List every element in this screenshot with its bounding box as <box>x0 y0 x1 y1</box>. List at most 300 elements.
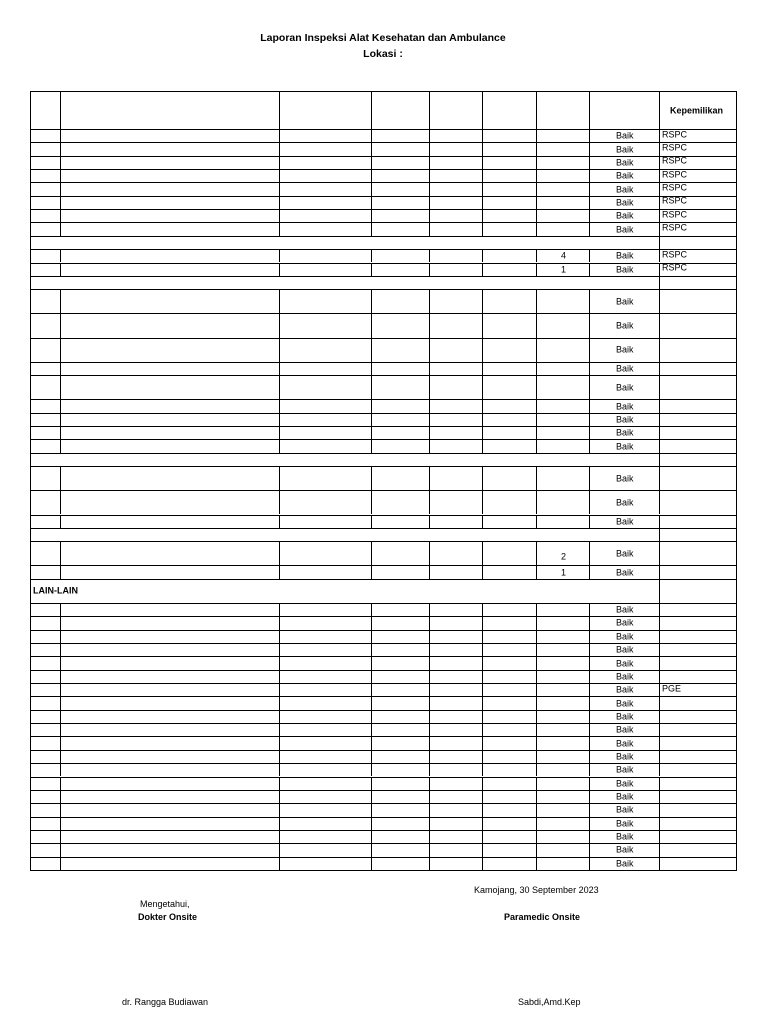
condition-value: Baik <box>616 658 634 669</box>
table-cell <box>589 439 659 452</box>
table-cell <box>536 375 589 399</box>
owner-value: RSPC <box>662 169 688 180</box>
table-cell <box>279 541 371 565</box>
table-cell <box>482 209 536 222</box>
table-cell <box>371 362 429 375</box>
table-cell <box>279 723 371 736</box>
table-cell <box>279 289 371 313</box>
table-cell <box>279 196 371 209</box>
section-owner-cell <box>659 579 737 603</box>
condition-value: Baik <box>616 473 634 484</box>
table-cell <box>659 338 737 362</box>
condition-value: Baik <box>616 401 634 412</box>
table-cell <box>279 338 371 362</box>
table-cell <box>482 490 536 514</box>
condition-value: Baik <box>616 617 634 628</box>
table-row <box>30 490 60 514</box>
doctor-name: dr. Rangga Budiawan <box>122 997 209 1007</box>
table-cell <box>482 683 536 696</box>
table-cell <box>429 439 482 452</box>
table-cell <box>536 338 589 362</box>
table-cell <box>482 439 536 452</box>
table-cell <box>482 362 536 375</box>
table-cell <box>589 169 659 182</box>
table-cell <box>371 777 429 790</box>
table-cell <box>536 209 589 222</box>
table-cell <box>371 338 429 362</box>
table-cell <box>589 515 659 528</box>
table-cell <box>589 763 659 776</box>
condition-value: Baik <box>616 184 634 195</box>
table-cell <box>482 196 536 209</box>
table-cell <box>429 857 482 871</box>
owner-value: RSPC <box>662 155 688 166</box>
table-cell <box>482 763 536 776</box>
table-cell <box>589 129 659 142</box>
table-cell <box>371 817 429 830</box>
table-cell <box>60 777 279 790</box>
table-row <box>30 426 60 439</box>
table-cell <box>482 750 536 763</box>
condition-value: Baik <box>616 604 634 615</box>
table-cell <box>60 565 279 578</box>
condition-value: Baik <box>616 210 634 221</box>
table-row <box>30 209 60 222</box>
table-row <box>30 413 60 426</box>
quantity-value: 1 <box>561 264 567 275</box>
table-cell <box>279 763 371 776</box>
condition-value: Baik <box>616 804 634 815</box>
table-row <box>30 289 60 313</box>
condition-value: Baik <box>616 441 634 452</box>
table-row <box>30 803 60 816</box>
condition-value: Baik <box>616 320 634 331</box>
table-cell <box>589 736 659 749</box>
table-cell <box>371 439 429 452</box>
table-cell <box>659 289 737 313</box>
quantity-value: 1 <box>561 567 567 578</box>
condition-value: Baik <box>616 414 634 425</box>
table-cell <box>279 156 371 169</box>
table-cell <box>589 466 659 490</box>
table-cell <box>589 209 659 222</box>
table-cell <box>60 723 279 736</box>
condition-value: Baik <box>616 738 634 749</box>
table-cell <box>536 490 589 514</box>
table-cell <box>279 129 371 142</box>
table-cell <box>429 843 482 856</box>
table-cell <box>429 750 482 763</box>
table-cell <box>371 156 429 169</box>
table-row <box>30 723 60 736</box>
table-row <box>30 790 60 803</box>
condition-value: Baik <box>616 144 634 155</box>
table-cell <box>482 249 536 262</box>
table-cell <box>279 817 371 830</box>
table-cell <box>659 541 737 565</box>
table-cell <box>60 541 279 565</box>
table-cell <box>589 683 659 696</box>
table-cell <box>482 857 536 871</box>
section-owner-cell <box>659 236 737 249</box>
table-cell <box>429 142 482 155</box>
table-cell <box>371 375 429 399</box>
table-cell <box>429 338 482 362</box>
table-cell <box>60 763 279 776</box>
table-cell <box>60 413 279 426</box>
table-cell <box>589 263 659 276</box>
table-row <box>30 249 60 262</box>
table-cell <box>279 643 371 656</box>
header-cell <box>536 91 589 129</box>
table-cell <box>60 803 279 816</box>
table-cell <box>659 763 737 776</box>
table-cell <box>279 683 371 696</box>
condition-value: Baik <box>616 764 634 775</box>
table-cell <box>429 399 482 412</box>
condition-value: Baik <box>616 427 634 438</box>
table-cell <box>429 790 482 803</box>
table-cell <box>536 817 589 830</box>
table-row <box>30 196 60 209</box>
table-cell <box>589 565 659 578</box>
table-cell <box>659 656 737 669</box>
table-cell <box>589 362 659 375</box>
table-cell <box>536 182 589 195</box>
table-cell <box>371 466 429 490</box>
condition-value: Baik <box>616 631 634 642</box>
table-cell <box>371 830 429 843</box>
owner-value: RSPC <box>662 222 688 233</box>
table-cell <box>589 142 659 155</box>
table-cell <box>429 263 482 276</box>
table-cell <box>589 399 659 412</box>
condition-value: Baik <box>616 818 634 829</box>
table-cell <box>659 182 737 195</box>
table-cell <box>429 182 482 195</box>
table-cell <box>482 790 536 803</box>
owner-value: RSPC <box>662 129 688 140</box>
condition-value: Baik <box>616 382 634 393</box>
table-cell <box>429 616 482 629</box>
section-row <box>30 236 659 249</box>
section-owner-cell <box>659 528 737 541</box>
table-cell <box>371 263 429 276</box>
table-cell <box>536 723 589 736</box>
table-cell <box>659 196 737 209</box>
table-cell <box>536 736 589 749</box>
condition-value: Baik <box>616 250 634 261</box>
owner-value: RSPC <box>662 262 688 273</box>
table-cell <box>371 289 429 313</box>
table-cell <box>60 643 279 656</box>
table-cell <box>279 439 371 452</box>
table-cell <box>659 710 737 723</box>
condition-value: Baik <box>616 644 634 655</box>
table-cell <box>371 196 429 209</box>
table-cell <box>659 723 737 736</box>
table-cell <box>371 710 429 723</box>
table-cell <box>536 843 589 856</box>
section-row <box>30 276 659 289</box>
table-cell <box>371 696 429 709</box>
table-cell <box>279 790 371 803</box>
table-cell <box>482 426 536 439</box>
table-row <box>30 142 60 155</box>
table-cell <box>60 830 279 843</box>
table-cell <box>482 603 536 616</box>
table-row <box>30 375 60 399</box>
table-cell <box>60 263 279 276</box>
table-cell <box>536 656 589 669</box>
table-cell <box>371 630 429 643</box>
table-cell <box>536 616 589 629</box>
table-cell <box>536 790 589 803</box>
table-cell <box>429 196 482 209</box>
table-cell <box>589 857 659 871</box>
table-cell <box>60 616 279 629</box>
table-cell <box>60 843 279 856</box>
table-cell <box>659 399 737 412</box>
table-row <box>30 817 60 830</box>
condition-value: Baik <box>616 157 634 168</box>
table-cell <box>482 142 536 155</box>
table-cell <box>482 541 536 565</box>
table-cell <box>589 375 659 399</box>
table-cell <box>371 843 429 856</box>
table-cell <box>429 830 482 843</box>
table-cell <box>482 413 536 426</box>
table-cell <box>429 490 482 514</box>
table-cell <box>589 643 659 656</box>
table-cell <box>371 222 429 235</box>
paramedic-role: Paramedic Onsite <box>504 912 581 922</box>
header-cell <box>371 91 429 129</box>
table-cell <box>60 182 279 195</box>
table-cell <box>482 156 536 169</box>
table-cell <box>60 375 279 399</box>
table-cell <box>589 777 659 790</box>
table-cell <box>536 249 589 262</box>
table-cell <box>60 289 279 313</box>
table-cell <box>429 630 482 643</box>
table-cell <box>279 616 371 629</box>
table-cell <box>659 616 737 629</box>
table-cell <box>589 710 659 723</box>
table-cell <box>659 630 737 643</box>
table-row <box>30 603 60 616</box>
table-cell <box>536 630 589 643</box>
table-cell <box>589 603 659 616</box>
table-cell <box>279 515 371 528</box>
table-cell <box>429 169 482 182</box>
table-cell <box>589 803 659 816</box>
table-cell <box>659 565 737 578</box>
table-row <box>30 313 60 337</box>
table-cell <box>482 466 536 490</box>
owner-value: RSPC <box>662 249 688 260</box>
table-cell <box>536 362 589 375</box>
table-cell <box>659 413 737 426</box>
condition-value: Baik <box>616 844 634 855</box>
table-row <box>30 777 60 790</box>
table-cell <box>589 630 659 643</box>
table-cell <box>659 156 737 169</box>
quantity-value: 2 <box>561 551 567 562</box>
place-date: Kamojang, 30 September 2023 <box>474 885 599 895</box>
table-cell <box>659 466 737 490</box>
section-row <box>30 528 659 541</box>
table-cell <box>482 803 536 816</box>
table-cell <box>429 643 482 656</box>
acknowledged-label: Mengetahui, <box>140 899 190 909</box>
table-cell <box>371 426 429 439</box>
table-cell <box>371 313 429 337</box>
table-row <box>30 670 60 683</box>
table-cell <box>429 656 482 669</box>
table-cell <box>589 490 659 514</box>
table-cell <box>429 683 482 696</box>
table-cell <box>482 656 536 669</box>
table-cell <box>279 263 371 276</box>
table-cell <box>659 142 737 155</box>
table-cell <box>536 466 589 490</box>
table-cell <box>482 129 536 142</box>
table-cell <box>482 736 536 749</box>
condition-value: Baik <box>616 264 634 275</box>
table-cell <box>429 817 482 830</box>
table-cell <box>536 750 589 763</box>
owner-value: PGE <box>662 683 682 694</box>
condition-value: Baik <box>616 751 634 762</box>
table-cell <box>482 723 536 736</box>
table-cell <box>279 182 371 195</box>
table-row <box>30 656 60 669</box>
table-cell <box>279 710 371 723</box>
table-row <box>30 736 60 749</box>
table-row <box>30 696 60 709</box>
table-cell <box>482 289 536 313</box>
table-cell <box>429 541 482 565</box>
table-cell <box>429 426 482 439</box>
table-cell <box>279 565 371 578</box>
header-cell <box>429 91 482 129</box>
section-owner-cell <box>659 276 737 289</box>
table-cell <box>60 426 279 439</box>
owner-value: RSPC <box>662 209 688 220</box>
condition-value: Baik <box>616 344 634 355</box>
table-cell <box>371 182 429 195</box>
table-cell <box>536 439 589 452</box>
table-row <box>30 830 60 843</box>
condition-value: Baik <box>616 711 634 722</box>
table-cell <box>659 222 737 235</box>
table-cell <box>536 541 589 565</box>
table-cell <box>659 129 737 142</box>
table-cell <box>60 790 279 803</box>
paramedic-name: Sabdi,Amd.Kep <box>518 997 581 1007</box>
owner-value: RSPC <box>662 195 688 206</box>
table-row <box>30 541 60 565</box>
table-cell <box>659 313 737 337</box>
table-cell <box>659 515 737 528</box>
table-cell <box>429 777 482 790</box>
table-cell <box>659 362 737 375</box>
table-cell <box>279 375 371 399</box>
table-cell <box>659 643 737 656</box>
table-cell <box>589 313 659 337</box>
table-row <box>30 129 60 142</box>
table-cell <box>589 723 659 736</box>
table-cell <box>371 803 429 816</box>
table-cell <box>429 736 482 749</box>
table-cell <box>536 565 589 578</box>
table-cell <box>279 313 371 337</box>
table-cell <box>429 249 482 262</box>
table-cell <box>60 209 279 222</box>
owner-value: RSPC <box>662 142 688 153</box>
table-cell <box>371 169 429 182</box>
table-cell <box>659 857 737 871</box>
table-cell <box>536 426 589 439</box>
table-cell <box>60 857 279 871</box>
header-cell <box>279 91 371 129</box>
table-cell <box>482 777 536 790</box>
table-cell <box>536 696 589 709</box>
table-cell <box>659 736 737 749</box>
table-cell <box>371 857 429 871</box>
owner-value: RSPC <box>662 182 688 193</box>
condition-value: Baik <box>616 567 634 578</box>
table-cell <box>536 399 589 412</box>
table-cell <box>60 222 279 235</box>
table-cell <box>279 399 371 412</box>
table-cell <box>429 670 482 683</box>
table-cell <box>279 750 371 763</box>
table-cell <box>659 790 737 803</box>
table-cell <box>371 541 429 565</box>
table-cell <box>60 750 279 763</box>
table-row <box>30 683 60 696</box>
table-cell <box>279 466 371 490</box>
table-cell <box>536 803 589 816</box>
condition-value: Baik <box>616 778 634 789</box>
condition-value: Baik <box>616 831 634 842</box>
table-cell <box>60 515 279 528</box>
table-cell <box>536 142 589 155</box>
table-cell <box>482 515 536 528</box>
table-cell <box>60 656 279 669</box>
table-cell <box>536 683 589 696</box>
condition-value: Baik <box>616 363 634 374</box>
header-cell <box>60 91 279 129</box>
table-cell <box>536 777 589 790</box>
table-cell <box>482 375 536 399</box>
table-cell <box>482 616 536 629</box>
table-cell <box>60 129 279 142</box>
section-owner-cell <box>659 453 737 466</box>
table-cell <box>60 142 279 155</box>
table-cell <box>60 710 279 723</box>
header-cell <box>30 91 60 129</box>
table-cell <box>482 182 536 195</box>
table-cell <box>589 156 659 169</box>
condition-value: Baik <box>616 791 634 802</box>
table-cell <box>659 777 737 790</box>
table-cell <box>482 830 536 843</box>
table-cell <box>371 142 429 155</box>
table-cell <box>429 413 482 426</box>
